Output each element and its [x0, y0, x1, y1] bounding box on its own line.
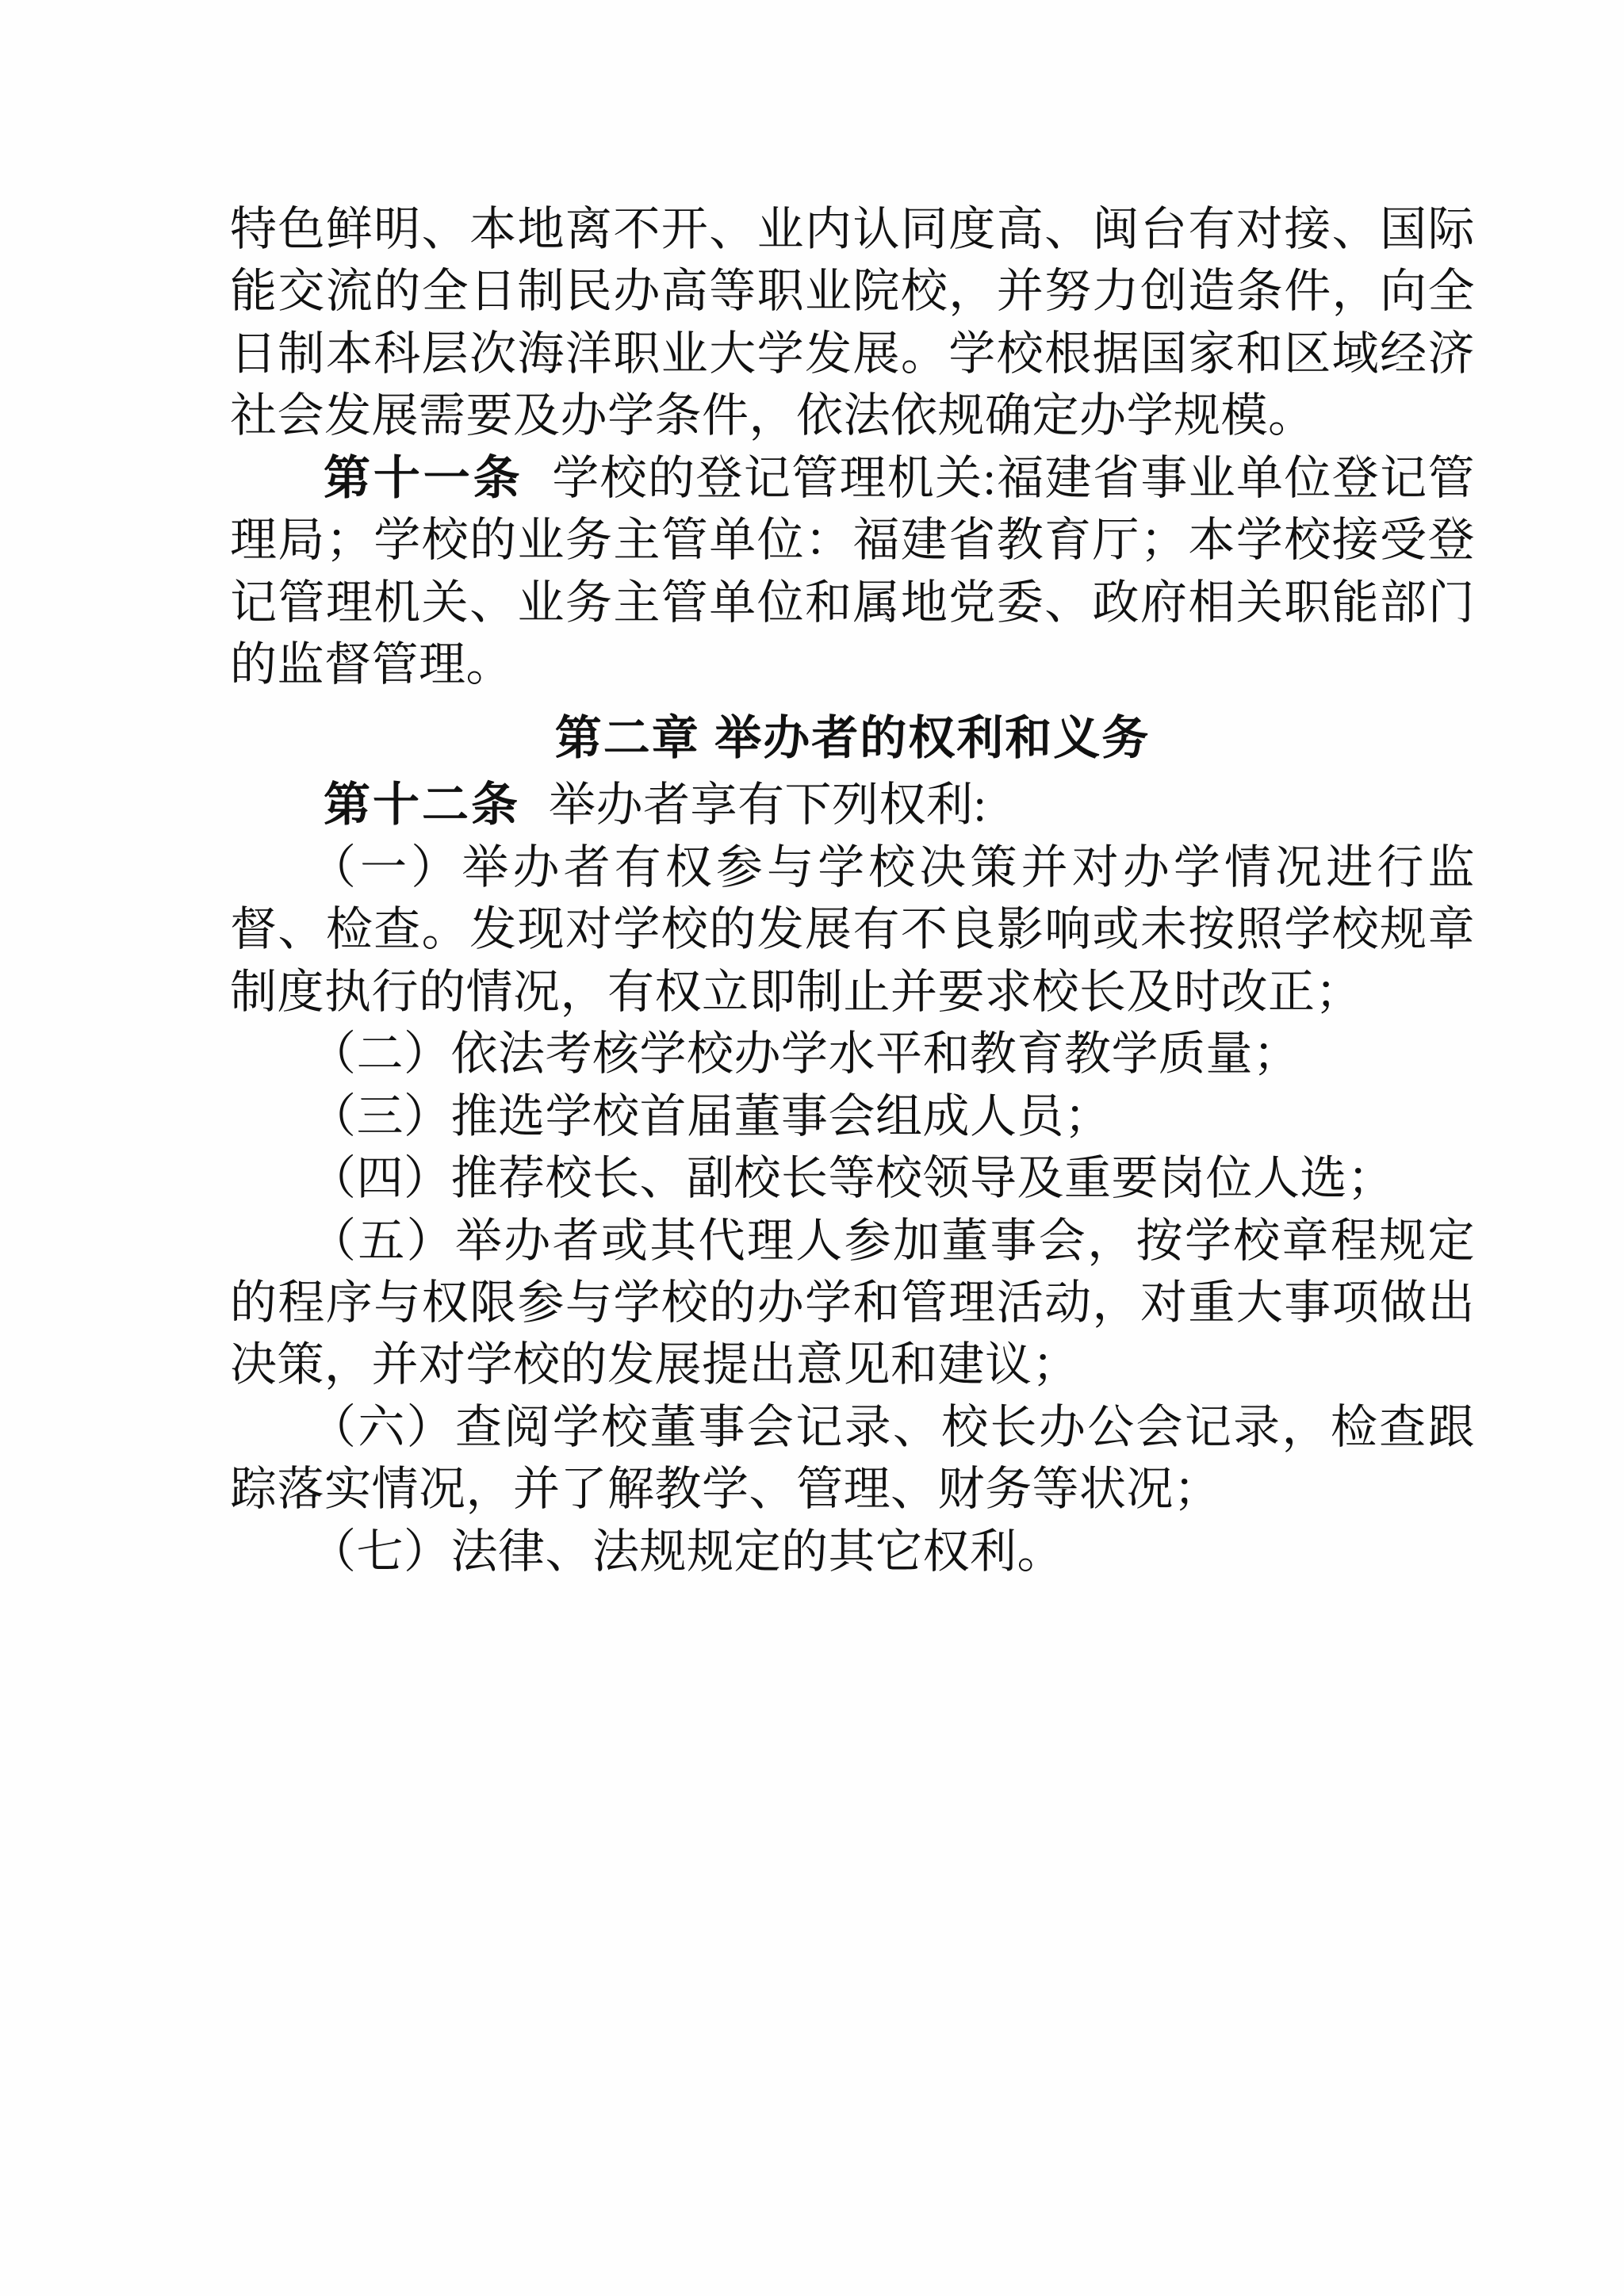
article-text-eleven: 学校的登记管理机关:福建省事业单位登记管理局；学校的业务主管单位：福建省教育厅；本学校接受登记管理机关、业务主管单位和属地党委、政府相关职能部门的监督管理。	[230, 451, 1475, 691]
document-body	[230, 198, 1475, 1582]
article-label-eleven: 第十一条	[324, 451, 523, 504]
chapter-heading: 第二章 举办者的权利和义务	[554, 711, 1151, 764]
article-text-twelve: 举办者享有下列权利:	[549, 779, 987, 832]
list-item-2: （二）依法考核学校办学水平和教育教学质量；	[309, 1027, 1300, 1081]
list-item-5: （五）举办者或其代理人参加董事会，按学校章程规定的程序与权限参与学校的办学和管理活动，对重大事项做出决策，并对学校的发展提出意见和建议；	[230, 1214, 1475, 1391]
paragraph-article-twelve	[230, 774, 1475, 836]
paragraph-continued-article-ten: 特色鲜明、本地离不开、业内认同度高、闽台有对接、国际能交流的全日制民办高等职业院校，并努力创造条件，向全日制本科层次海洋职业大学发展。学校根据国家和区域经济社会发展需要及办学条件，依法依规确定办学规模。	[230, 203, 1475, 442]
list-item-3: （三）推选学校首届董事会组成人员；	[309, 1089, 1112, 1142]
paragraph-article-eleven	[230, 447, 1475, 696]
list-item-7: （七）法律、法规规定的其它权利。	[309, 1525, 1065, 1578]
list-item-6: （六）查阅学校董事会记录、校长办公会记录，检查跟踪落实情况，并了解教学、管理、财务等状况；	[230, 1400, 1475, 1516]
list-item-1: （一）举办者有权参与学校决策并对办学情况进行监督、检查。发现对学校的发展有不良影响或未按照学校规章制度执行的情况，有权立即制止并要求校长及时改正；	[230, 840, 1475, 1018]
article-label-twelve: 第十二条	[324, 779, 521, 832]
list-item-4: （四）推荐校长、副校长等校领导及重要岗位人选；	[309, 1152, 1395, 1205]
